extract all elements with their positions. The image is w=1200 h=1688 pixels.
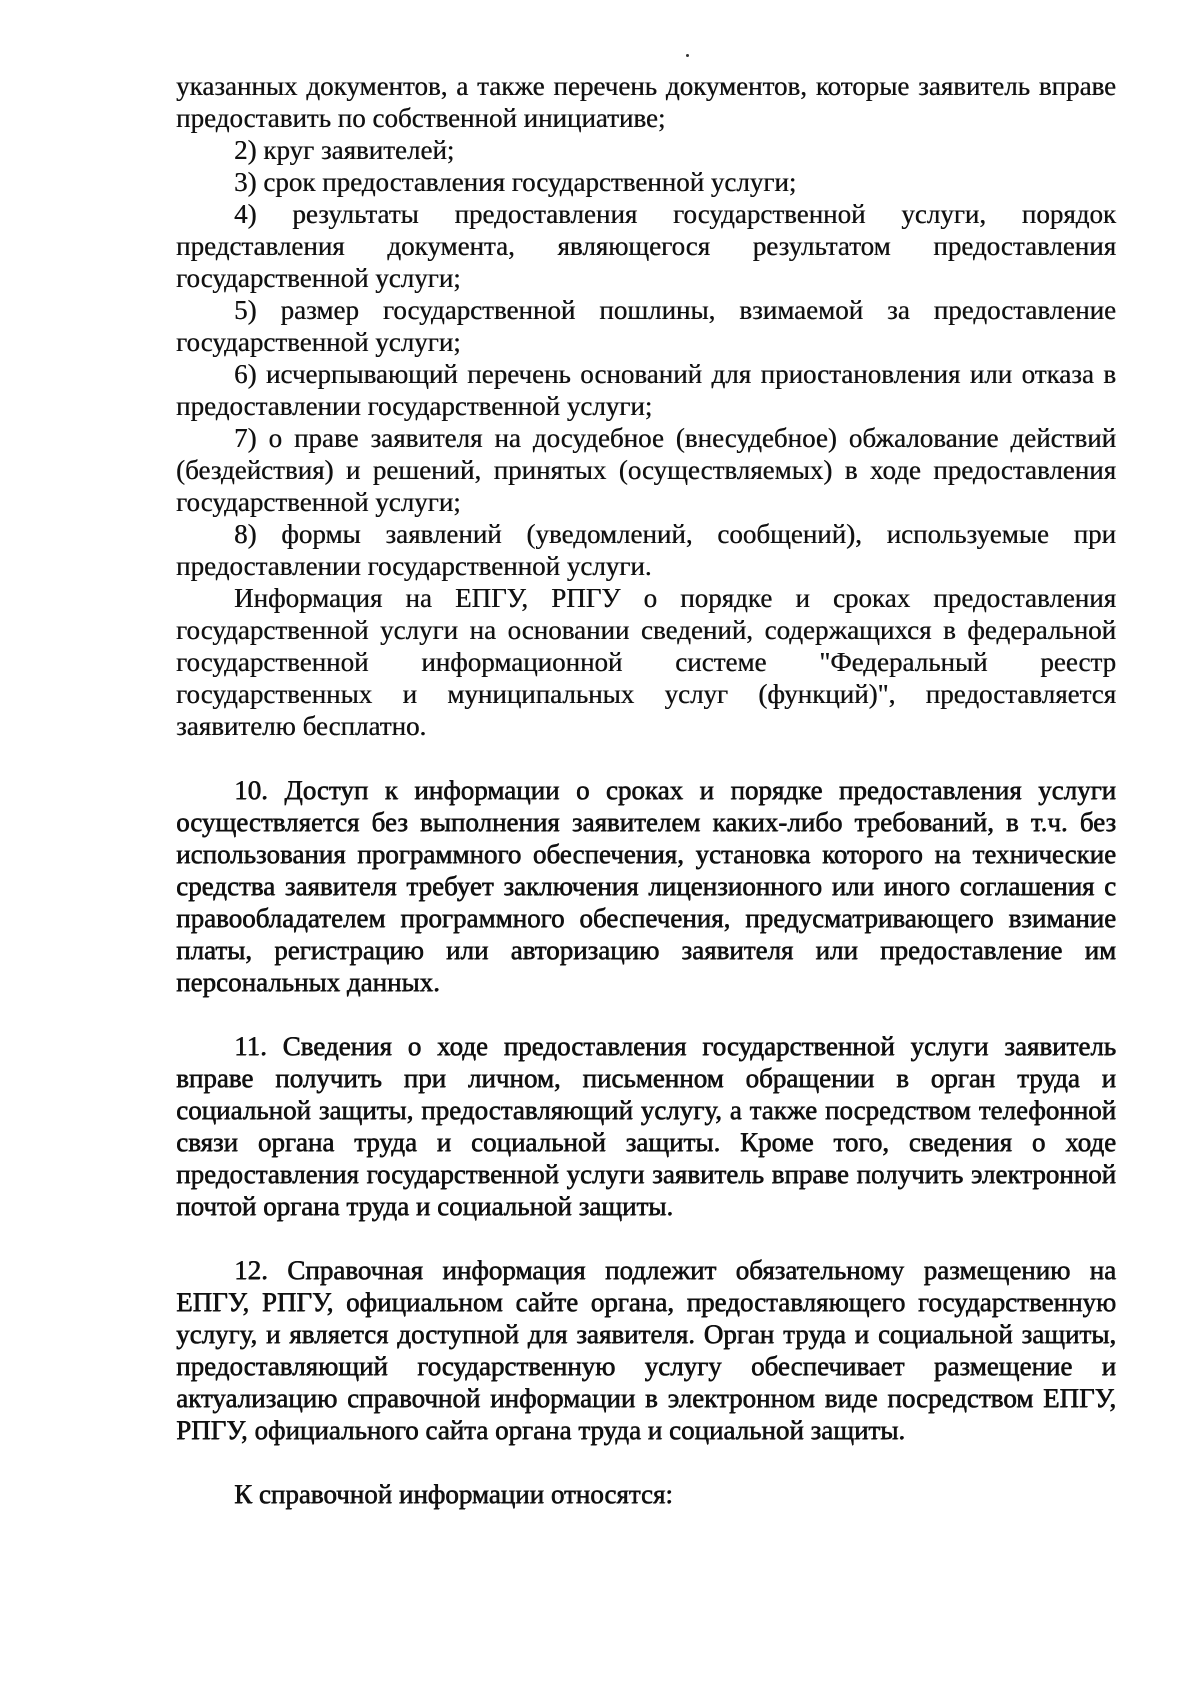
list-item-2: 2) круг заявителей; [234, 135, 455, 165]
document-body [176, 70, 1116, 1510]
paragraph-continuation: указанных документов, а также перечень документов, которые заявитель вправе предоставить по собственной инициативе; [176, 71, 1116, 133]
section-10: 10. Доступ к информации о сроках и порядке предоставления услуги осуществляется без выполнения заявителем каких-либо требований, в т.ч. без использования программного обеспечения, установка которого на технические средства заявителя требует заключения лицензионного или иного соглашения с правообладателем программного обеспечения, предусматривающего взимание платы, регистрацию или авторизацию заявителя или предоставление им персональных данных. [176, 775, 1116, 997]
scan-speck [686, 54, 689, 57]
list-item-5: 5) размер государственной пошлины, взимаемой за предоставление государственной услуги; [176, 295, 1116, 357]
list-item-8: 8) формы заявлений (уведомлений, сообщений), используемые при предоставлении государственной услуги. [176, 519, 1116, 581]
list-item-7: 7) о праве заявителя на досудебное (внесудебное) обжалование действий (бездействия) и решений, принятых (осуществляемых) в ходе предоставления государственной услуги; [176, 423, 1116, 517]
reference-info-heading: К справочной информации относятся: [234, 1479, 673, 1509]
section-12: 12. Справочная информация подлежит обязательному размещению на ЕПГУ, РПГУ, официальном сайте органа, предоставляющего государственную услугу, и является доступной для заявителя. Орган труда и социальной защиты, предоставляющий государственную услугу обеспечивает размещение и актуализацию справочной информации в электронном виде посредством ЕПГУ, РПГУ, официального сайта органа труда и социальной защиты. [176, 1255, 1116, 1445]
list-item-4: 4) результаты предоставления государственной услуги, порядок представления документа, являющегося результатом предоставления государственной услуги; [176, 199, 1116, 293]
paragraph-info-free: Информация на ЕПГУ, РПГУ о порядке и сроках предоставления государственной услуги на основании сведений, содержащихся в федеральной государственной информационной системе "Федеральный реестр государственных и муниципальных услуг (функций)", предоставляется заявителю бесплатно. [176, 583, 1116, 741]
list-item-6: 6) исчерпывающий перечень оснований для приостановления или отказа в предоставлении государственной услуги; [176, 359, 1116, 421]
section-11: 11. Сведения о ходе предоставления государственной услуги заявитель вправе получить при личном, письменном обращении в орган труда и социальной защиты, предоставляющий услугу, а также посредством телефонной связи органа труда и социальной защиты. Кроме того, сведения о ходе предоставления государственной услуги заявитель вправе получить электронной почтой органа труда и социальной защиты. [176, 1031, 1116, 1221]
list-item-3: 3) срок предоставления государственной услуги; [234, 167, 797, 197]
